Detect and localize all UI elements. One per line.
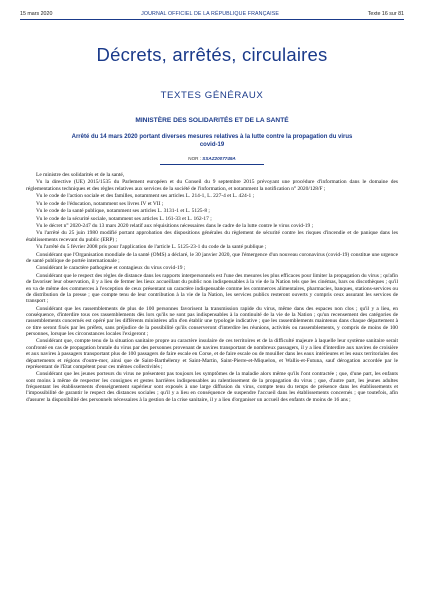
nor-divider	[160, 164, 264, 165]
body-paragraph: Vu le décret n° 2020-247 du 13 mars 2020 relatif aux réquisitions nécessaires dans le cadre de la lutte contre le virus covid-19 ;	[36, 222, 314, 229]
body-paragraph: Considérant que le respect des règles de distance dans les rapports interpersonnels est l'une des mesures les plus efficaces pour limiter la propagation du virus ; qu'afin de favoriser leur observation, il y a lieu de fermer les lieux accueillant du public non indispensables à la vie de la Nation tels que les cinémas, bars ou discothèques ; qu'il en va de même des commerces à l'exception de ceux présentant un caractère indispensable comme les commerces alimentaires, pharmacies, banques, stations-services ou de distribution de la presse ; que compte tenu de leur contribution à la vie de la Nation, les services publics resteront ouverts y compris ceux assurant les services de transport ;	[26, 272, 398, 305]
body-paragraph: Considérant que, compte tenu de la situation sanitaire propre au caractère insulaire de ces territoires et de la difficulté majeure à laquelle leur système sanitaire serait confronté en cas de propagation brutale du virus par des personnes provenant de navires transportant de nombreux passagers, il y a lieu d'interdire aux navires de croisière et aux navires à passagers transportant plus de 100 passagers de faire escale en Corse, et de faire escale ou de mouiller dans les eaux intérieures et les eaux territoriales des départements et régions d'outre-mer, ainsi que de Saint-Barthélemy et Saint-Martin, Saint-Pierre-et-Miquelon, et Wallis-et-Futuna, sauf dérogation accordée par le représentant de l'Etat compétent pour ces mêmes collectivités ;	[26, 338, 398, 370]
body-paragraph: Le ministre des solidarités et de la santé,	[36, 172, 125, 178]
journal-name: JOURNAL OFFICIEL DE LA RÉPUBLIQUE FRANÇAISE	[141, 11, 279, 17]
body-paragraph: Considérant le caractère pathogène et contagieux du virus covid-19 ;	[36, 265, 186, 272]
body-paragraph: Vu le code de l'éducation, notamment ses livres IV et VII ;	[36, 200, 164, 207]
body-paragraph: Vu le code de la santé publique, notamment ses articles L. 3131-1 et L. 5125-8 ;	[36, 208, 210, 215]
body-paragraph: Vu le code de l'action sociale et des familles, notamment ses articles L. 214-1, L. 227-4 et L. 424-1 ;	[36, 193, 255, 200]
body-paragraph: Vu l'arrêté du 25 juin 1980 modifié portant approbation des dispositions générales du règlement de sécurité contre les risques d'incendie et de panique dans les établissements recevant du public (ERP) ;	[26, 230, 398, 243]
nor-reference	[0, 156, 424, 161]
ministry-name: MINISTÈRE DES SOLIDARITÉS ET DE LA SANTÉ	[135, 117, 289, 124]
body-paragraph: Vu la directive (UE) 2015/1535 du Parlement européen et du Conseil du 9 septembre 2015 prévoyant une procédure d'information dans le domaine des réglementations techniques et des règles relatives aux services de la société de l'information, et notamment la notification n° 2020/128/F ;	[26, 179, 398, 192]
publication-date: 15 mars 2020	[20, 11, 53, 17]
body-paragraph: Considérant que l'Organisation mondiale de la santé (OMS) a déclaré, le 30 janvier 2020, que l'émergence d'un nouveau coronavirus (covid-19) constitue une urgence de santé publique de portée internationale ;	[26, 251, 398, 264]
document-body	[26, 172, 398, 404]
body-paragraph: Vu l'arrêté du 5 février 2008 pris pour l'application de l'article L. 5125-23-1 du code de la santé publique ;	[36, 244, 267, 251]
arrete-title: Arrêté du 14 mars 2020 portant diverses mesures relatives à la lutte contre la propagation du virus covid-19	[71, 134, 353, 148]
body-paragraph: Considérant que les jeunes porteurs du virus ne présentent pas toujours les symptômes de la maladie alors même qu'ils l'ont contractée ; que, d'une part, les enfants sont moins à même de respecter les consignes et gestes barrières indispensables au ralentissement de la propagation du virus ; que, d'autre part, les jeunes adultes fréquentant les établissements d'enseignement supérieur sont exposés à une large diffusion du virus, compte tenu du temps de présence dans les établissements et l'impossibilité de garantir le respect des distances sociales ; qu'il y a lieu en conséquence de suspendre l'accueil dans les établissements concernés ; que toutefois, afin d'assurer la disponibilité des personnels nécessaires à la gestion de la crise sanitaire, il y a lieu d'organiser un accueil des enfants de moins de 16 ans ;	[26, 371, 398, 403]
body-paragraph: Considérant que les rassemblements de plus de 100 personnes favorisent la transmission rapide du virus, même dans des espaces non clos ; qu'il y a lieu, en conséquence, d'interdire tous ces rassemblements dès lors qu'ils ne sont pas indispensables à la continuité de la vie de la Nation ; qu'un recensement des catégories de rassemblements concernés est opéré par les différents ministères afin d'en établir une typologie indicative ; que les rassemblements maintenus dans chaque département à ce titre seront fixés par les préfets, sans préjudice de la possibilité qu'ils conserveront d'interdire les réunions, activités ou rassemblements, y compris de moins de 100 personnes, lorsque les circonstances locales l'exigeront ;	[26, 305, 398, 338]
nor-label: NOR :	[188, 156, 203, 161]
text-reference: Texte 16 sur 81	[367, 11, 404, 17]
nor-code: SSAZ2007749A	[202, 156, 236, 161]
header-divider	[20, 19, 404, 20]
rubric-title: TEXTES GÉNÉRAUX	[160, 90, 264, 101]
body-paragraph: Vu le code de la sécurité sociale, notamment ses articles L. 161-33 et L. 162-17 ;	[36, 215, 212, 222]
section-title: Décrets, arrêtés, circulaires	[96, 44, 328, 65]
page-header	[20, 9, 404, 19]
